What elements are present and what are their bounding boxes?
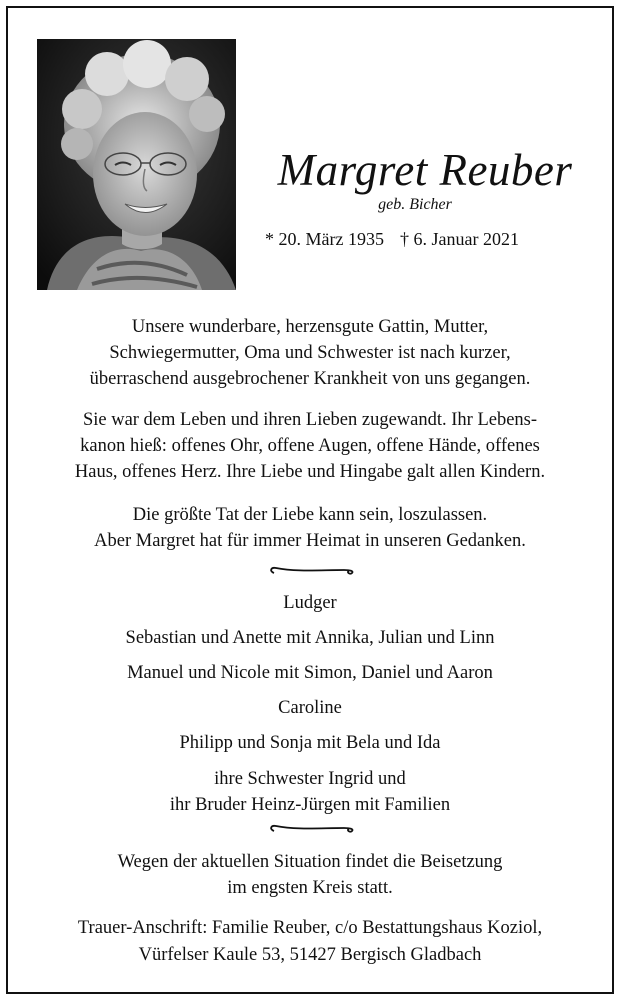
mourners-list	[30, 586, 590, 818]
mourner-line: Philipp und Sonja mit Bela und Ida	[179, 733, 441, 753]
mourner-line: Sebastian und Anette mit Annika, Julian und Linn	[125, 628, 495, 648]
text-line: Wegen der aktuellen Situation findet die Beisetzung	[117, 852, 503, 872]
mourner-line: Caroline	[278, 698, 342, 718]
text-line: Die größte Tat der Liebe kann sein, loszulassen.	[132, 505, 488, 525]
tribute-text	[30, 407, 590, 485]
text-line: Sie war dem Leben und ihren Lieben zugewandt. Ihr Lebens-	[82, 410, 538, 430]
text-line: Haus, offenes Herz. Ihre Liebe und Hingabe galt allen Kindern.	[74, 462, 546, 482]
address-line: Vürfelser Kaule 53, 51427 Bergisch Gladbach	[138, 945, 482, 965]
divider-flourish	[266, 821, 356, 837]
quote-text	[30, 502, 590, 554]
deceased-name: Margret Reuber	[277, 145, 573, 195]
life-dates	[265, 228, 585, 250]
funeral-note	[30, 849, 590, 901]
divider-flourish	[266, 563, 356, 579]
text-line: Unsere wunderbare, herzensgute Gattin, Mutter,	[131, 317, 489, 337]
text-line: Aber Margret hat für immer Heimat in unseren Gedanken.	[94, 531, 526, 551]
birth-date: * 20. März 1935	[265, 229, 384, 249]
birth-name: geb. Bicher	[378, 196, 452, 213]
text-line: überraschend ausgebrochener Krankheit von uns gegangen.	[89, 369, 531, 389]
address-line: Trauer-Anschrift: Familie Reuber, c/o Bestattungshaus Koziol,	[77, 918, 543, 938]
siblings-line: ihre Schwester Ingrid und	[214, 769, 406, 789]
death-date: † 6. Januar 2021	[399, 229, 519, 249]
mourning-address	[30, 915, 590, 969]
siblings-line: ihr Bruder Heinz-Jürgen mit Familien	[169, 795, 451, 815]
portrait-image	[37, 39, 236, 290]
text-line: kanon hieß: offenes Ohr, offene Augen, offene Hände, offenes	[80, 436, 540, 456]
text-line: im engsten Kreis statt.	[227, 878, 393, 898]
mourner-line: Manuel und Nicole mit Simon, Daniel und Aaron	[127, 663, 493, 683]
text-line: Schwiegermutter, Oma und Schwester ist nach kurzer,	[109, 343, 511, 363]
intro-text	[30, 314, 590, 392]
portrait-photo	[37, 39, 236, 290]
mourner-line: Ludger	[283, 593, 337, 613]
